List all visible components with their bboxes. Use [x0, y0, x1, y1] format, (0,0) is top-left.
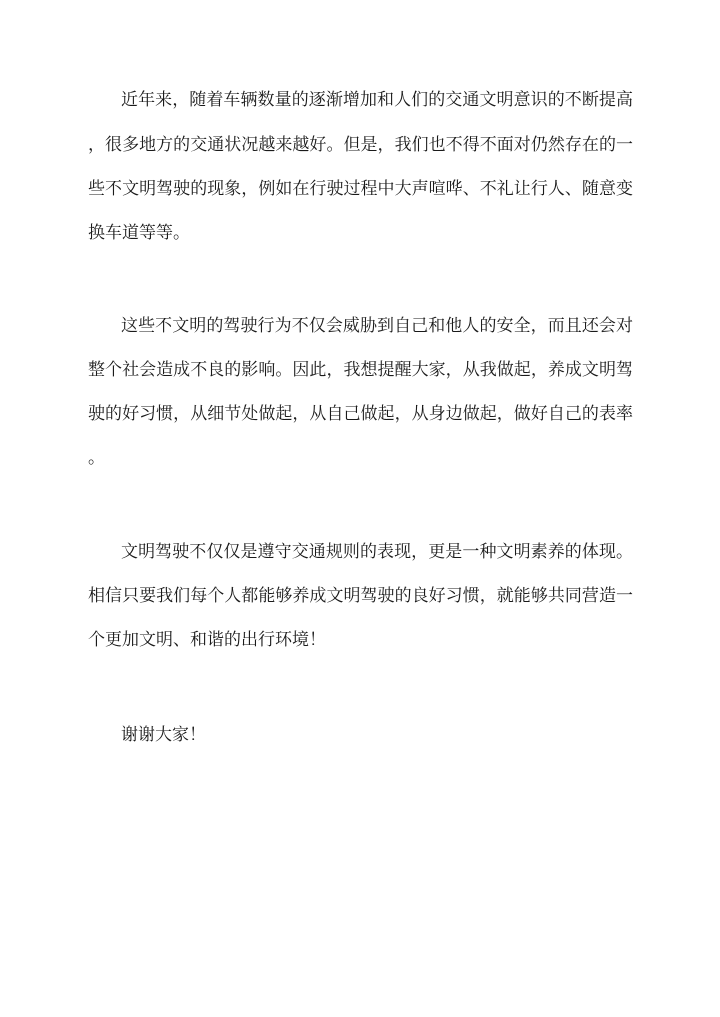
paragraph-2-line-1: 这些不文明的驾驶行为不仅会威胁到自己和他人的安全，而且还会对: [121, 316, 633, 336]
paragraph-3-line-2: 相信只要我们每个人都能够养成文明驾驶的良好习惯，就能够共同营造一: [88, 586, 633, 606]
paragraph-1-line-3: 些不文明驾驶的现象，例如在行驶过程中大声喧哗、不礼让行人、随意变: [88, 179, 633, 199]
paragraph-3-line-1: 文明驾驶不仅仅是遵守交通规则的表现，更是一种文明素养的体现。: [121, 542, 633, 562]
paragraph-2-line-4: 。: [88, 448, 105, 468]
paragraph-2-line-3: 驶的好习惯，从细节处做起，从自己做起，从身边做起，做好自己的表率: [88, 404, 633, 424]
paragraph-2-line-2: 整个社会造成不良的影响。因此，我想提醒大家，从我做起，养成文明驾: [88, 360, 633, 380]
paragraph-4-line-1: 谢谢大家！: [121, 725, 206, 745]
paragraph-1-line-1: 近年来，随着车辆数量的逐渐增加和人们的交通文明意识的不断提高: [121, 90, 633, 110]
paragraph-1-line-2: ，很多地方的交通状况越来越好。但是，我们也不得不面对仍然存在的一: [88, 135, 633, 155]
paragraph-1-line-4: 换车道等等。: [88, 223, 190, 243]
paragraph-3-line-3: 个更加文明、和谐的出行环境！: [88, 630, 326, 650]
